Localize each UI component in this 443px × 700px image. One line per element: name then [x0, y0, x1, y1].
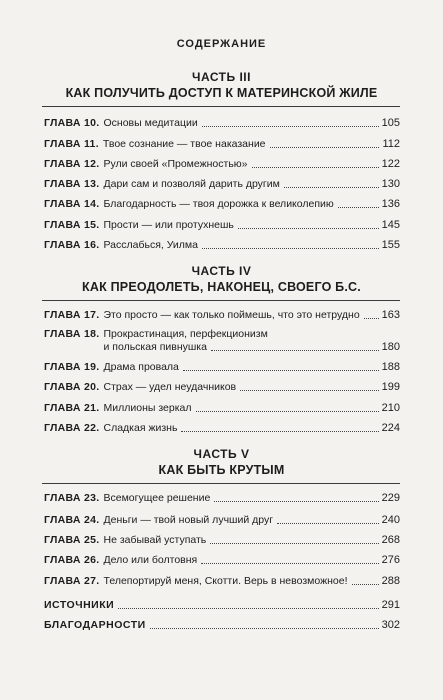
chapter-number: ГЛАВА 12.	[44, 158, 100, 170]
dot-leader	[252, 167, 379, 168]
chapter-title: Это просто — как только поймешь, что это нетрудно	[103, 309, 360, 321]
page-number: 145	[381, 219, 400, 231]
page-number: 229	[381, 492, 400, 504]
back-matter-label: БЛАГОДАРНОСТИ	[44, 619, 146, 631]
toc-entry[interactable]	[44, 514, 400, 527]
page-number: 288	[381, 575, 400, 587]
chapter-number: ГЛАВА 20.	[44, 381, 100, 393]
chapter-title: Драма провала	[103, 361, 179, 373]
chapter-number: ГЛАВА 24.	[44, 514, 100, 526]
dot-leader	[284, 187, 379, 188]
page-number: 224	[381, 422, 400, 434]
toc-entry-acknowledgements[interactable]	[44, 619, 400, 632]
chapter-number: ГЛАВА 10.	[44, 117, 100, 129]
toc-entry[interactable]	[44, 381, 400, 394]
toc-entry[interactable]	[44, 534, 400, 547]
toc-entry[interactable]	[44, 361, 400, 374]
page-number: 155	[381, 239, 400, 251]
dot-leader	[150, 628, 379, 629]
chapter-number: ГЛАВА 23.	[44, 492, 100, 504]
chapter-title: Телепортируй меня, Скотти. Верь в невозможное!	[103, 575, 348, 587]
dot-leader	[202, 248, 379, 249]
chapter-title: Твое сознание — твое наказание	[102, 138, 266, 150]
part-title: КАК ПРЕОДОЛЕТЬ, НАКОНЕЦ, СВОЕГО Б.С.	[82, 280, 361, 294]
page-number: 302	[381, 619, 400, 631]
page-number: 188	[381, 361, 400, 373]
page-number: 105	[381, 117, 400, 129]
chapter-title: Прости — или протухнешь	[103, 219, 234, 231]
chapter-title: Прокрастинация, перфекционизм	[103, 328, 268, 340]
dot-leader	[364, 318, 379, 319]
chapter-number: ГЛАВА 11.	[44, 138, 99, 150]
divider	[42, 106, 400, 107]
toc-entry[interactable]	[44, 575, 400, 588]
dot-leader	[211, 350, 379, 351]
chapter-title: Основы медитации	[103, 117, 198, 129]
toc-entry[interactable]	[44, 402, 400, 415]
page-number: 276	[381, 554, 400, 566]
chapter-title: Благодарность — твоя дорожка к великолепию	[103, 198, 334, 210]
contents-title: СОДЕРЖАНИЕ	[176, 38, 267, 50]
chapter-title: Сладкая жизнь	[103, 422, 178, 434]
dot-leader	[277, 523, 379, 524]
divider	[42, 483, 400, 484]
dot-leader	[183, 370, 379, 371]
chapter-number: ГЛАВА 18.	[44, 328, 100, 340]
toc-entry[interactable]	[44, 198, 400, 211]
page-number: 130	[381, 178, 400, 190]
back-matter-label: ИСТОЧНИКИ	[44, 599, 115, 611]
chapter-title: Дари сам и позволяй дарить другим	[103, 178, 280, 190]
toc-entry-sources[interactable]	[44, 599, 400, 612]
page-number: 291	[381, 599, 400, 611]
toc-entry[interactable]	[44, 158, 400, 171]
page-number: 199	[381, 381, 400, 393]
part-5-heading	[0, 447, 443, 477]
part-3-heading	[0, 70, 443, 100]
chapter-title: Страх — удел неудачников	[103, 381, 237, 393]
chapter-title: Всемогущее решение	[103, 492, 211, 504]
part-label: ЧАСТЬ IV	[191, 264, 252, 278]
chapter-number: ГЛАВА 26.	[44, 554, 100, 566]
toc-entry[interactable]	[44, 239, 400, 252]
dot-leader	[352, 584, 379, 585]
part-title: КАК ПОЛУЧИТЬ ДОСТУП К МАТЕРИНСКОЙ ЖИЛЕ	[65, 86, 378, 100]
divider	[42, 300, 400, 301]
chapter-title: Миллионы зеркал	[103, 402, 192, 414]
dot-leader	[338, 207, 379, 208]
chapter-title: Дело или болтовня	[103, 554, 198, 566]
chapter-number: ГЛАВА 21.	[44, 402, 100, 414]
chapter-number: ГЛАВА 16.	[44, 239, 100, 251]
chapter-number: ГЛАВА 19.	[44, 361, 100, 373]
chapter-number: ГЛАВА 15.	[44, 219, 100, 231]
page-number: 136	[381, 198, 400, 210]
dot-leader	[238, 228, 379, 229]
chapter-title-line2: и польская пивнушка	[103, 341, 207, 353]
toc-entry[interactable]	[44, 309, 400, 322]
part-4-heading	[0, 264, 443, 294]
chapter-number: ГЛАВА 27.	[44, 575, 100, 587]
toc-entry[interactable]	[44, 422, 400, 435]
page-number: 210	[381, 402, 400, 414]
toc-entry[interactable]	[44, 178, 400, 191]
toc-entry[interactable]	[44, 554, 400, 567]
toc-entry[interactable]	[44, 219, 400, 232]
page-number: 163	[381, 309, 400, 321]
part-title: КАК БЫТЬ КРУТЫМ	[158, 463, 285, 477]
page-number: 112	[382, 138, 400, 150]
part-label: ЧАСТЬ V	[193, 447, 250, 461]
page-number: 268	[381, 534, 400, 546]
page-number: 122	[381, 158, 400, 170]
toc-entry[interactable]	[44, 117, 400, 130]
chapter-number: ГЛАВА 25.	[44, 534, 100, 546]
toc-entry[interactable]	[44, 492, 400, 505]
page-number: 240	[381, 514, 400, 526]
toc-entry[interactable]	[44, 328, 400, 354]
toc-entry[interactable]	[44, 138, 400, 151]
chapter-title: Не забывай уступать	[103, 534, 207, 546]
dot-leader	[210, 543, 378, 544]
dot-leader	[202, 126, 379, 127]
chapter-number: ГЛАВА 17.	[44, 309, 100, 321]
chapter-number: ГЛАВА 13.	[44, 178, 100, 190]
part-label: ЧАСТЬ III	[192, 70, 251, 84]
dot-leader	[201, 563, 378, 564]
chapter-title: Деньги — твой новый лучший друг	[103, 514, 274, 526]
dot-leader	[181, 431, 378, 432]
dot-leader	[240, 390, 379, 391]
chapter-title: Рули своей «Промежностью»	[103, 158, 248, 170]
dot-leader	[214, 501, 378, 502]
dot-leader	[270, 147, 380, 148]
dot-leader	[118, 608, 378, 609]
page-number: 180	[381, 341, 400, 353]
chapter-title: Расслабься, Уилма	[103, 239, 198, 251]
chapter-number: ГЛАВА 14.	[44, 198, 100, 210]
dot-leader	[196, 411, 379, 412]
chapter-number: ГЛАВА 22.	[44, 422, 100, 434]
